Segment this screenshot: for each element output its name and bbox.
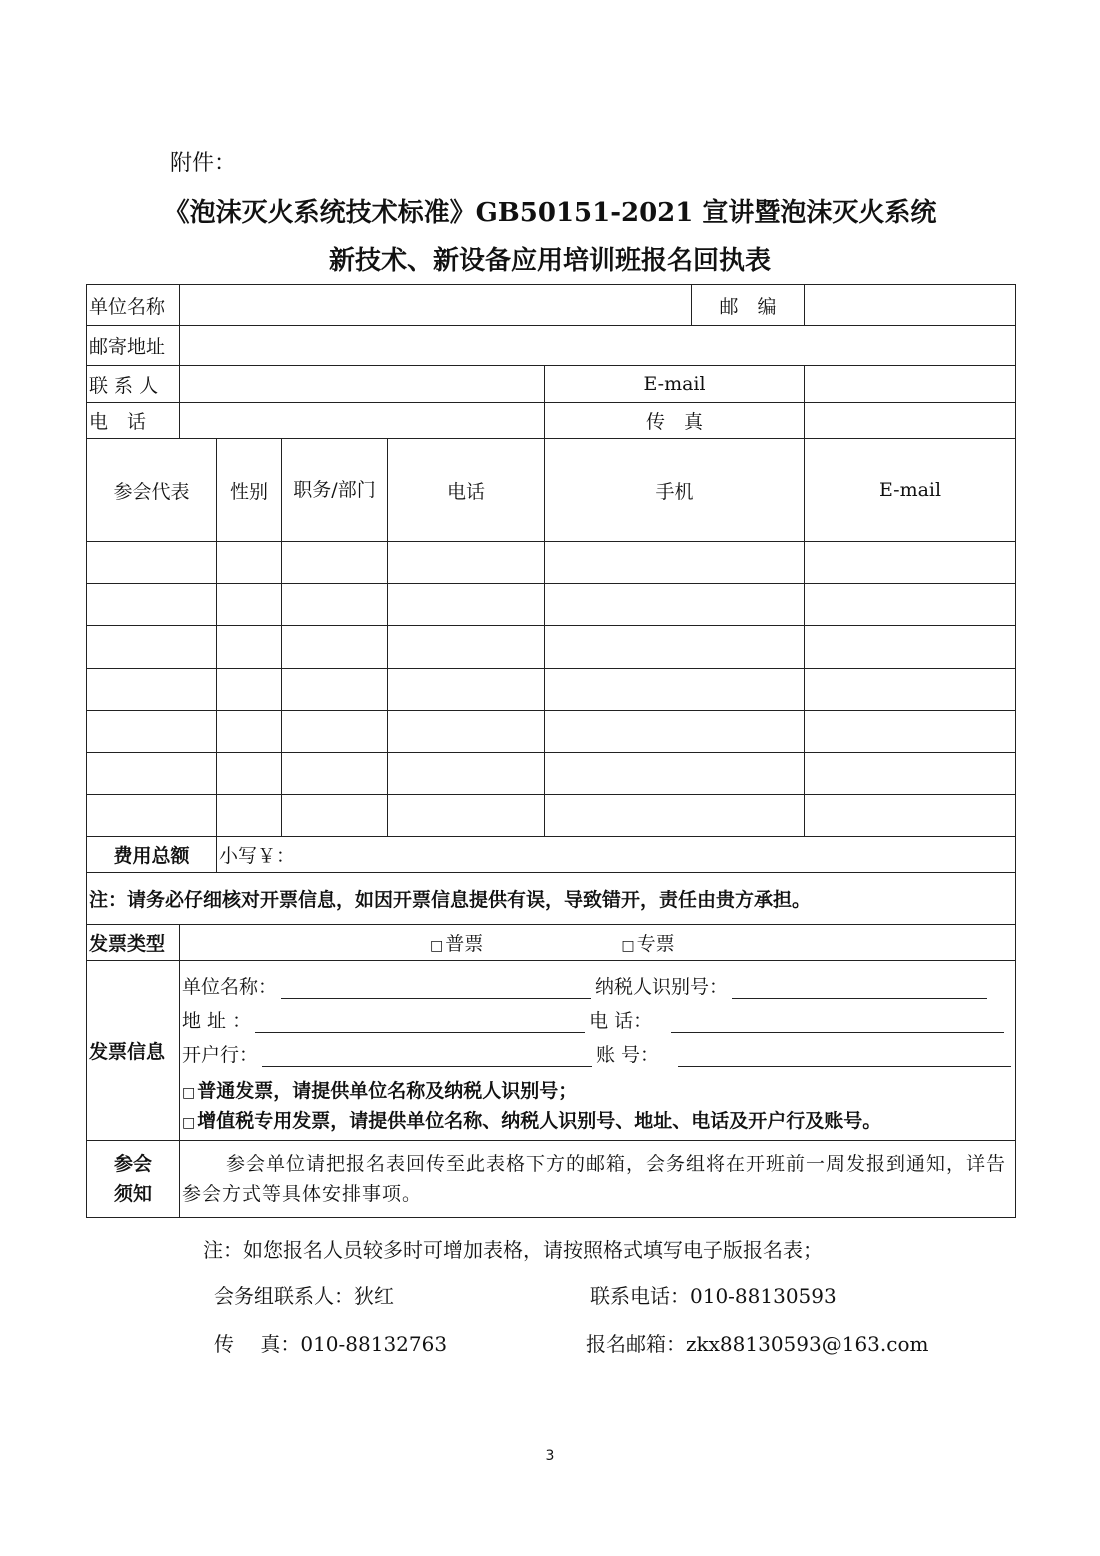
fee-lower-label: 小写￥： [219,845,296,867]
gender-cell[interactable] [217,584,282,626]
phone-cell[interactable] [388,669,545,711]
phone-cell[interactable] [388,795,545,837]
inv-addr-label: 地 址 ： [182,1010,252,1032]
table-row [87,584,1016,626]
phone-label: 电 话 [87,403,180,439]
invoice-normal-option[interactable]: □ 普票 [430,933,484,955]
mobile-cell[interactable] [545,795,805,837]
header-mobile: 手机 [545,439,805,542]
phone-cell[interactable] [388,753,545,795]
mail-address-label: 邮寄地址 [87,326,180,366]
email-cell[interactable] [805,626,1016,669]
inv-taxid-label: 纳税人识别号： [595,976,729,998]
gender-cell[interactable] [217,753,282,795]
header-phone: 电话 [388,439,545,542]
contact-field[interactable] [180,366,545,403]
table-row [87,795,1016,837]
mobile-cell[interactable] [545,626,805,669]
inv-taxid-field[interactable] [732,976,987,999]
mobile-cell[interactable] [545,542,805,584]
email-cell[interactable] [805,795,1016,837]
attendee-cell[interactable] [87,669,217,711]
inv-unit-label: 单位名称： [182,976,278,998]
mobile-cell[interactable] [545,584,805,626]
mobile-cell[interactable] [545,753,805,795]
page-number: 3 [545,1448,555,1464]
fee-total-label: 费用总额 [87,837,217,873]
position-cell[interactable] [282,711,388,753]
position-cell[interactable] [282,669,388,711]
table-row [87,711,1016,753]
table-row [87,753,1016,795]
table-row [87,669,1016,711]
gender-cell[interactable] [217,795,282,837]
attendee-cell[interactable] [87,753,217,795]
inv-phone-label: 电 话： [589,1010,653,1032]
email-cell[interactable] [805,753,1016,795]
invoice-info-fields [180,961,1016,1141]
gender-cell[interactable] [217,711,282,753]
notice-label: 参会 须知 [87,1141,180,1218]
invoice-warning-note: 注：请务必仔细核对开票信息，如因开票信息提供有误，导致错开，责任由贵方承担。 [87,873,1016,925]
email-cell[interactable] [805,711,1016,753]
unit-name-field[interactable] [180,285,692,326]
attachment-label: 附件： [170,151,237,176]
header-email: E-mail [805,439,1016,542]
footer-contact-phone: 联系电话：010-88130593 [590,1284,837,1308]
table-row [87,542,1016,584]
contact-label: 联 系 人 [87,366,180,403]
gender-cell[interactable] [217,669,282,711]
fax-label: 传 真 [545,403,805,439]
attendee-header-row [87,439,1016,542]
fee-lower-field[interactable] [217,837,1016,873]
inv-phone-field[interactable] [671,1010,1004,1033]
attendee-cell[interactable] [87,626,217,669]
inv-note-2: □ 增值税专用发票，请提供单位名称、纳税人识别号、地址、电话及开户行及账号。 [182,1110,882,1132]
page-title-line1: 《泡沫灭火系统技术标准》GB50151-2021 宣讲暨泡沫灭火系统 [163,198,937,228]
header-position: 职务/部门 [282,439,388,542]
position-cell[interactable] [282,795,388,837]
mail-address-field[interactable] [180,326,1016,366]
checkbox-icon: □ [621,938,635,954]
phone-cell[interactable] [388,626,545,669]
position-cell[interactable] [282,753,388,795]
registration-form [86,284,1016,1218]
attendee-cell[interactable] [87,542,217,584]
gender-cell[interactable] [217,542,282,584]
inv-account-field[interactable] [678,1044,1011,1067]
email-cell[interactable] [805,584,1016,626]
email-field[interactable] [805,366,1016,403]
invoice-type-options [180,925,1016,961]
footer-fax: 传 真：010-88132763 [214,1332,448,1356]
phone-field[interactable] [180,403,545,439]
invoice-type-label: 发票类型 [87,925,180,961]
footer-note: 注：如您报名人员较多时可增加表格，请按照格式填写电子版报名表； [203,1238,823,1262]
inv-unit-field[interactable] [281,976,591,999]
inv-bank-field[interactable] [262,1044,592,1067]
phone-cell[interactable] [388,711,545,753]
attendee-cell[interactable] [87,795,217,837]
checkbox-icon: □ [430,938,444,954]
inv-account-label: 账 号： [596,1044,660,1066]
invoice-info-label: 发票信息 [87,961,180,1141]
inv-addr-field[interactable] [255,1010,585,1033]
checkbox-icon: □ [182,1115,196,1131]
phone-cell[interactable] [388,584,545,626]
attendee-cell[interactable] [87,711,217,753]
phone-cell[interactable] [388,542,545,584]
header-attendee: 参会代表 [87,439,217,542]
table-row [87,626,1016,669]
postcode-field[interactable] [805,285,1016,326]
fax-field[interactable] [805,403,1016,439]
checkbox-icon: □ [182,1085,196,1101]
postcode-label: 邮 编 [692,285,805,326]
email-cell[interactable] [805,542,1016,584]
inv-note-1: □ 普通发票，请提供单位名称及纳税人识别号； [182,1080,578,1102]
position-cell[interactable] [282,542,388,584]
position-cell[interactable] [282,626,388,669]
invoice-special-option[interactable]: □ 专票 [621,933,675,955]
unit-name-label: 单位名称 [87,285,180,326]
email-label: E-mail [545,366,805,403]
footer-email: 报名邮箱：zkx88130593@163.com [586,1332,929,1356]
email-cell[interactable] [805,669,1016,711]
header-gender: 性别 [217,439,282,542]
position-cell[interactable] [282,584,388,626]
inv-bank-label: 开户行： [182,1044,259,1066]
gender-cell[interactable] [217,626,282,669]
mobile-cell[interactable] [545,669,805,711]
page-title-line2: 新技术、新设备应用培训班报名回执表 [328,246,771,276]
notice-text: 参会单位请把报名表回传至此表格下方的邮箱，会务组将在开班前一周发报到通知，详告参会方式等具体安排事项。 [180,1141,1016,1218]
footer-contact-person: 会务组联系人：狄红 [214,1284,394,1308]
attendee-cell[interactable] [87,584,217,626]
mobile-cell[interactable] [545,711,805,753]
